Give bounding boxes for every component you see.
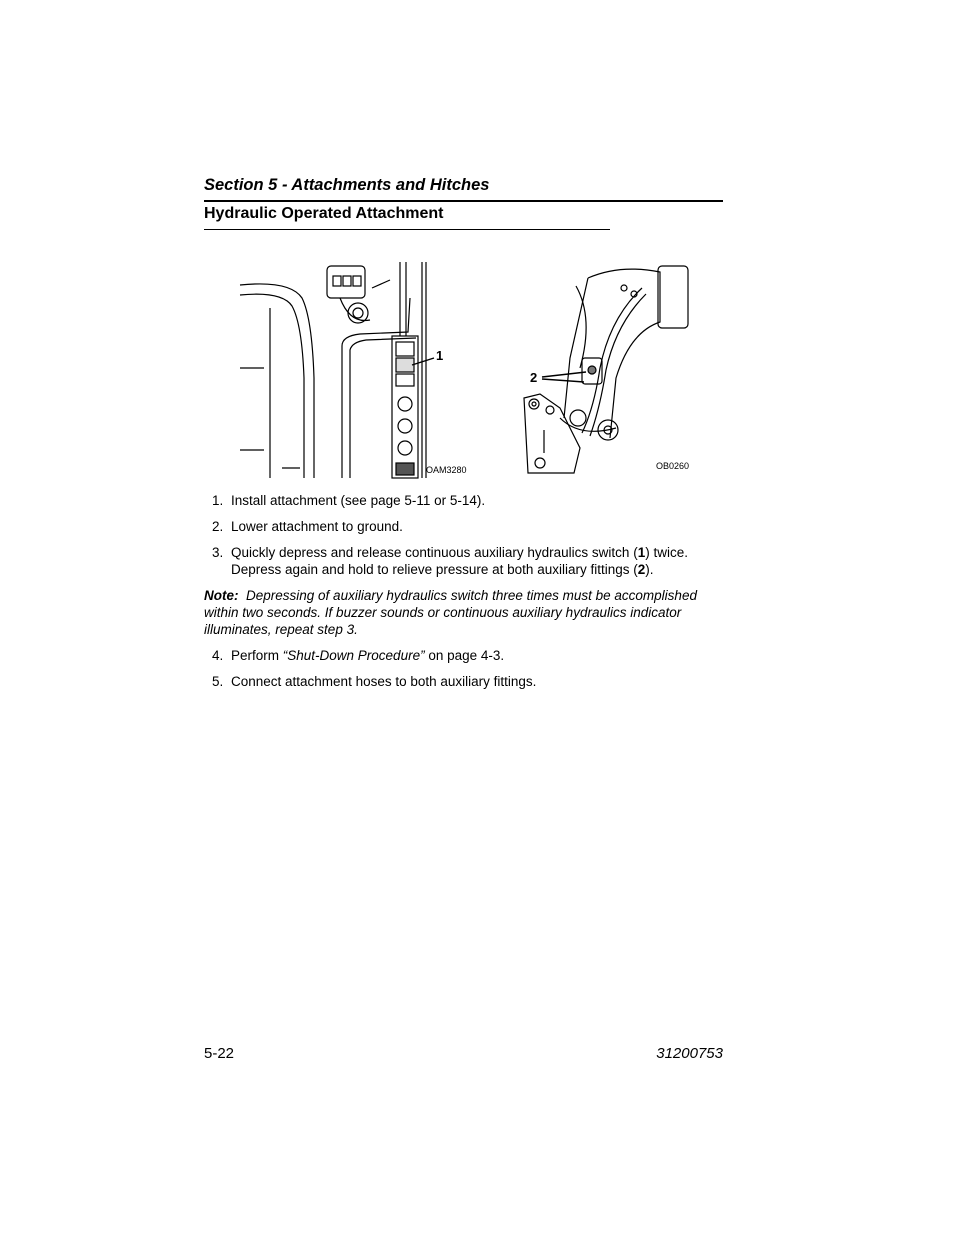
- note-text: Depressing of auxiliary hydraulics switch three times must be accomplished within two seconds. If buzzer sounds or continuous auxiliary hydraulics indicator illuminates, repeat step 3.: [204, 588, 697, 637]
- procedure-steps: [204, 492, 724, 699]
- subsection-rule: [204, 229, 610, 230]
- step-4: 4. Perform “Shut-Down Procedure” on page 4-3.: [212, 648, 505, 663]
- section-rule: [204, 200, 723, 202]
- shutdown-procedure-reference: “Shut-Down Procedure”: [282, 648, 425, 663]
- callout-2: 2: [530, 370, 538, 385]
- figures: [230, 258, 710, 480]
- step-3: 3. Quickly depress and release continuous auxiliary hydraulics switch (1) twice. Depress again and hold to relieve pressure at both auxiliary fittings (2).: [212, 545, 688, 577]
- step-1: 1. Install attachment (see page 5-11 or 5-14).: [212, 493, 486, 508]
- figure-code-right: OB0260: [656, 461, 690, 471]
- cab-switch-illustration: [230, 258, 480, 480]
- note-lead: Note:: [204, 588, 239, 603]
- section-title: Section 5 - Attachments and Hitches: [204, 176, 490, 194]
- loader-arm-illustration: [520, 258, 720, 480]
- document-number: 31200753: [656, 1045, 723, 1062]
- step-5: 5. Connect attachment hoses to both auxiliary fittings.: [212, 674, 537, 689]
- callout-1: 1: [436, 348, 444, 363]
- figure-code-left: OAM3280: [426, 465, 467, 475]
- subsection-title: Hydraulic Operated Attachment: [204, 205, 444, 222]
- page-number: 5-22: [204, 1045, 235, 1062]
- note: [204, 587, 724, 638]
- step-2: 2. Lower attachment to ground.: [212, 519, 403, 534]
